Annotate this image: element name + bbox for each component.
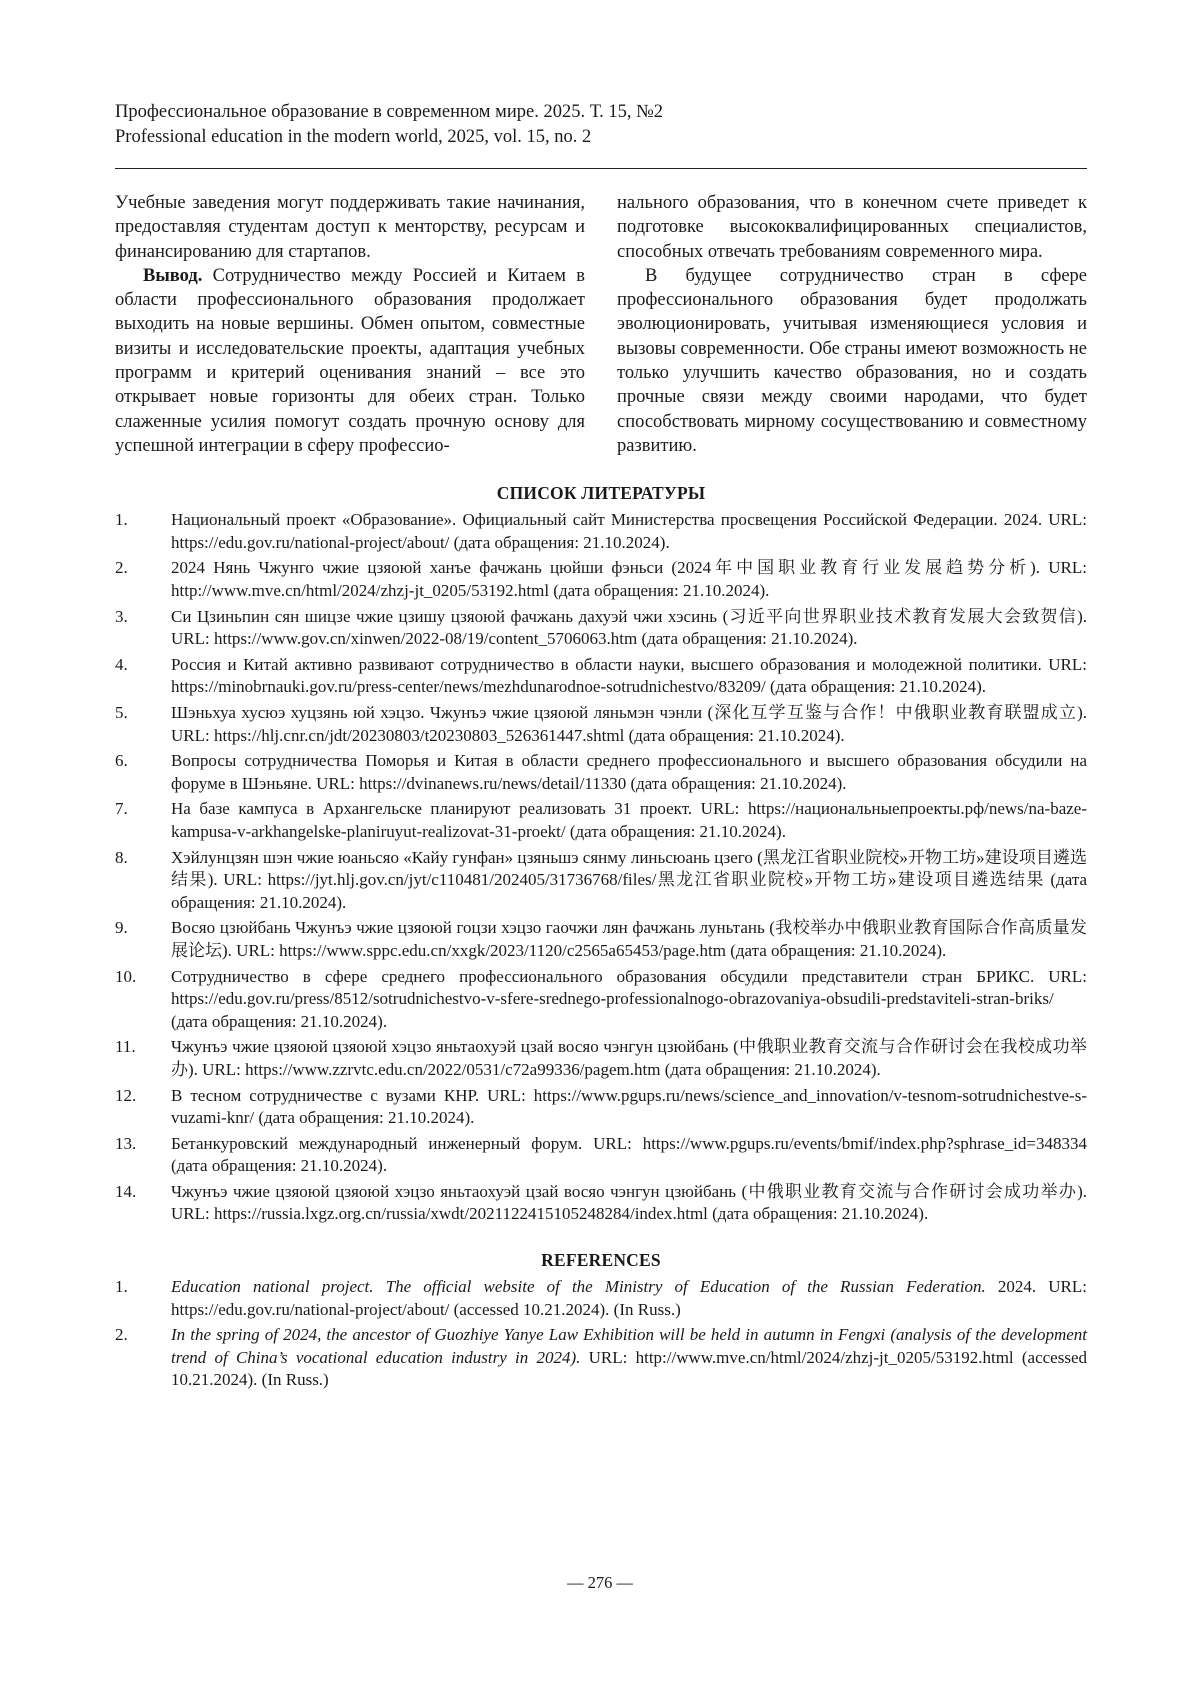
page-number: — 276 — [567, 1573, 633, 1592]
header-divider [115, 168, 1087, 169]
literature-item [115, 702, 1087, 747]
paragraph: Учебные заведения могут поддерживать такие начинания, предоставляя студентам доступ к менторству, ресурсам и финансированию для стартапов. [115, 193, 585, 262]
item-number: 2. [115, 1325, 128, 1345]
item-text: На базе кампуса в Архангельске планируют реализовать 31 проект. URL: https://национальныепроекты.рф/news/na-baze-kampusa-v-arkhangelske-planiruyut-realizovat-31-proekt/ (дата обращения: 21.10.2024). [171, 799, 1087, 841]
item-number: 4. [115, 654, 128, 674]
right-column [617, 191, 1087, 458]
item-number: 7. [115, 799, 128, 819]
literature-item [115, 1036, 1087, 1081]
body-columns [115, 191, 1087, 458]
item-title-italic: In the spring of 2024, the ancestor of Guozhiye Yanye Law Exhibition will be held in autumn in Fengxi (analysis of the development trend of China’s vocational education industry in 2024). [171, 1325, 1087, 1367]
item-details: URL: http://www.mve.cn/html/2024/zhzj-jt_0205/53192.html (accessed 10.21.2024). (In Russ.) [171, 1347, 1088, 1390]
item-text: Вопросы сотрудничества Поморья и Китая в области среднего профессионального и высшего образования обсудили на форуме в Шэньяне. URL: https://dvinanews.ru/news/detail/11330 (дата обращения: 21.10.2024). [171, 751, 1087, 793]
item-text [171, 1324, 1087, 1392]
running-header [115, 100, 1087, 150]
literature-item [115, 557, 1087, 602]
item-number: 12. [115, 1085, 137, 1105]
references-heading: REFERENCES [541, 1250, 661, 1271]
literature-item [115, 1085, 1087, 1130]
conclusion-text: Сотрудничество между Россией и Китаем в области профессионального образования продолжает выходить на новые вершины. Обмен опытом, совместные визиты и исследовательские проекты, адаптация учебных программ и критерий оценивания знаний – все это открывает новые горизонты для обеих стран. Только слаженные усилия помогут создать прочную основу для успешной интеграции в сферу профессио- [115, 265, 585, 456]
literature-item [115, 750, 1087, 795]
item-text: Чжунъэ чжие цзяоюй цзяоюй хэцзо яньтаохуэй цзай восяо чэнгун цзюйбань (中俄职业教育交流与合作研讨会在我校成功举办). URL: https://www.zzrvtc.edu.cn/2022/0531/c72a99336/pagem.htm (дата обращения: 21.10.2024). [171, 1037, 1087, 1079]
item-number: 13. [115, 1133, 137, 1153]
item-details: 2024. URL: https://edu.gov.ru/national-project/about/ (accessed 10.21.2024). (In Russ.) [171, 1277, 1087, 1319]
literature-item [115, 798, 1087, 843]
literature-list [115, 509, 1087, 1226]
item-number: 9. [115, 918, 128, 938]
item-number: 6. [115, 751, 128, 771]
item-text: Чжунъэ чжие цзяоюй цзяоюй хэцзо яньтаохуэй цзай восяо чэнгун цзюйбань (中俄职业教育交流与合作研讨会成功举办). URL: https://russia.lxgz.org.cn/russia/xwdt/2021122415105248284/index.html (дата обращения: 21.10.2024). [171, 1181, 1087, 1224]
literature-item [115, 847, 1087, 915]
paragraph: В будущее сотрудничество стран в сфере профессионального образования будет продолжать эволюционировать, учитывая изменяющиеся условия и вызовы современности. Обе страны имеют возможность не только улучшить качество образования, но и создать прочные связи между своими народами, что будет способствовать мирному сосуществованию и совместному развитию. [617, 265, 1087, 456]
item-text [171, 1276, 1087, 1321]
item-title-italic: Education national project. The official website of the Ministry of Education of the Russian Federation. [171, 1277, 986, 1297]
conclusion-paragraph [115, 264, 585, 458]
literature-item [115, 917, 1087, 962]
literature-item [115, 654, 1087, 699]
item-text: Восяо цзюйбань Чжунъэ чжие цзяоюй гоцзи хэцзо гаочжи лян фачжань луньтань (我校举办中俄职业教育国际合作高质量发展论坛). URL: https://www.sppc.edu.cn/xxgk/2023/1120/c2565a65453/page.htm (дата обращения: 21.10.2024). [171, 918, 1087, 960]
conclusion-label: Вывод. [143, 265, 203, 286]
literature-item [115, 1133, 1087, 1178]
item-text: Бетанкуровский международный инженерный форум. URL: https://www.pgups.ru/events/bmif/index.php?sphrase_id=348334 (дата обращения: 21.10.2024). [171, 1133, 1087, 1176]
reference-item [115, 1324, 1087, 1392]
item-number: 5. [115, 703, 128, 723]
item-number: 1. [115, 510, 128, 530]
item-text: Национальный проект «Образование». Официальный сайт Министерства просвещения Российской Федерации. 2024. URL: https://edu.gov.ru/national-project/about/ (дата обращения: 21.10.2024). [171, 510, 1087, 552]
item-number: 8. [115, 847, 128, 867]
references-list [115, 1276, 1087, 1392]
item-text: 2024 Нянь Чжунго чжие цзяоюй ханъе фачжань цюйши фэньси (2024年中国职业教育行业发展趋势分析). URL: http://www.mve.cn/html/2024/zhzj-jt_0205/53192.html (дата обращения: 21.10.2024). [171, 558, 1087, 601]
literature-item [115, 966, 1087, 1034]
item-number: 3. [115, 606, 128, 626]
header-line-ru: Профессиональное образование в современном мире. 2025. Т. 15, №2 [115, 102, 664, 122]
reference-item [115, 1276, 1087, 1321]
paragraph: нального образования, что в конечном счете приведет к подготовке высококвалифицированных специалистов, способных отвечать требованиям современного мира. [617, 193, 1087, 262]
item-text: Хэйлунцзян шэн чжие юаньсяо «Кайу гунфан» цзяньшэ сянму линьсюань цзего (黑龙江省职业院校»开物工坊»建设项目遴选结果). URL: https://jyt.hlj.gov.cn/jyt/c110481/202405/31736768/files/黑龙江省职业院校»开物工坊»建设项目遴选结果 (дата обращения: 21.10.2024). [171, 847, 1087, 912]
literature-item [115, 1181, 1087, 1226]
item-number: 11. [115, 1037, 136, 1057]
literature-item [115, 509, 1087, 554]
item-text: Сотрудничество в сфере среднего профессионального образования обсудили представители стран БРИКС. URL: https://edu.gov.ru/press/8512/sotrudnichestvo-v-sfere-srednego-professionalnogo-obrazovaniya-obsudili-predstaviteli-stran-briks/ (дата обращения: 21.10.2024). [171, 966, 1087, 1031]
item-text: Шэньхуа хусюэ хуцзянь юй хэцзо. Чжунъэ чжие цзяоюй ляньмэн чэнли (深化互学互鉴与合作！中俄职业教育联盟成立). URL: https://hlj.cnr.cn/jdt/20230803/t20230803_526361447.shtml (дата обращения: 21.10.2024). [171, 703, 1087, 745]
literature-heading: СПИСОК ЛИТЕРАТУРЫ [496, 483, 706, 504]
item-text: В тесном сотрудничестве с вузами КНР. URL: https://www.pgups.ru/news/science_and_innovation/v-tesnom-sotrudnichestve-s-vuzami-knr/ (дата обращения: 21.10.2024). [171, 1085, 1087, 1128]
header-line-en: Professional education in the modern world, 2025, vol. 15, no. 2 [115, 127, 592, 147]
left-column [115, 191, 585, 458]
literature-item [115, 606, 1087, 651]
item-number: 1. [115, 1277, 128, 1297]
item-text: Си Цзиньпин сян шицзе чжие цзишу цзяоюй фачжань дахуэй чжи хэсинь (习近平向世界职业技术教育发展大会致贺信). URL: https://www.gov.cn/xinwen/2022-08/19/content_5706063.htm (дата обращения: 21.10.2024). [171, 606, 1087, 649]
item-text: Россия и Китай активно развивают сотрудничество в области науки, высшего образования и молодежной политики. URL: https://minobrnauki.gov.ru/press-center/news/mezhdunarodnoe-sotrudnichestvo/83209/ (дата обращения: 21.10.2024). [171, 654, 1087, 697]
item-number: 10. [115, 966, 137, 986]
item-number: 2. [115, 558, 128, 578]
item-number: 14. [115, 1181, 137, 1201]
journal-page [115, 100, 1087, 1395]
